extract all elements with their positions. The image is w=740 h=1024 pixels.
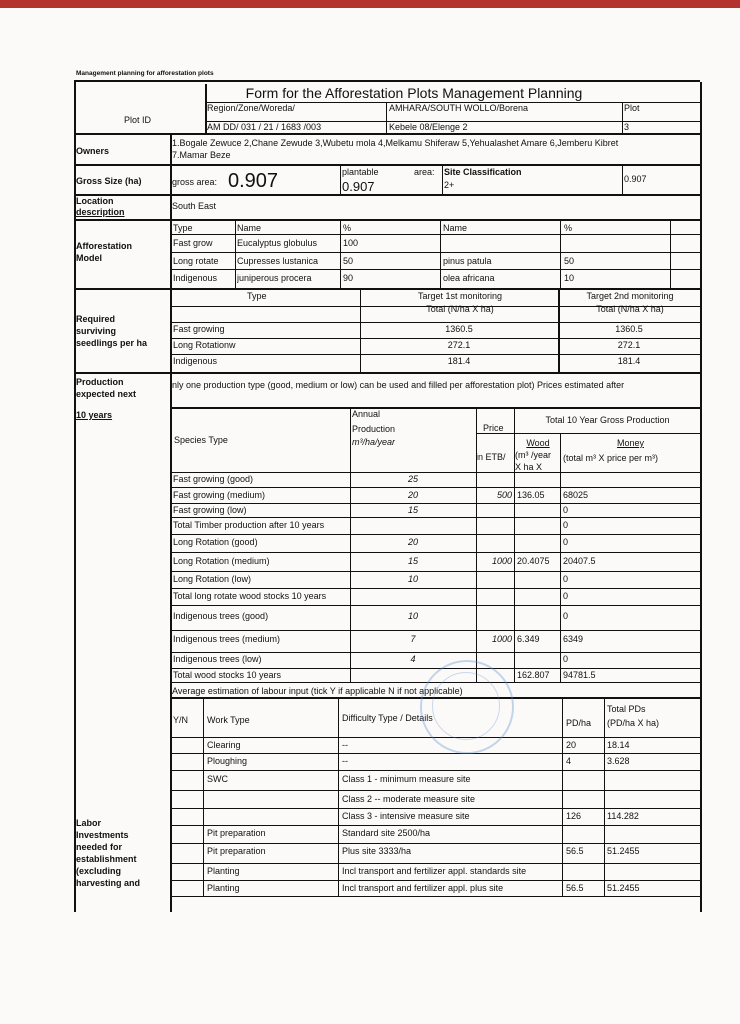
model-type-cell: Fast grow: [173, 238, 213, 248]
region-label: Region/Zone/Woreda/: [207, 103, 295, 113]
money-value-cell: 20407.5: [563, 556, 596, 566]
region-value: AMHARA/SOUTH WOLLO/Borena: [389, 103, 529, 113]
annual-production-cell: 7: [410, 634, 416, 644]
gross-area-prefix: gross area:: [172, 177, 218, 187]
money-header-2: (total m³ X price per m³): [563, 453, 659, 463]
difficulty-cell: Class 3 - intensive measure site: [342, 811, 470, 821]
grid-rule-v: [562, 697, 563, 896]
work-type-cell: Pit preparation: [207, 846, 266, 856]
grid-rule-v: [442, 164, 443, 194]
target-2-header: Target 2nd monitoring: [586, 291, 674, 301]
annual-production-cell: 25: [407, 474, 418, 484]
total-pds-cell: 114.282: [607, 811, 639, 821]
difficulty-cell: --: [342, 756, 348, 766]
model-percent-cell: 90: [343, 273, 354, 283]
seedlings-type-header: Type: [247, 291, 267, 301]
price-header-2: in ETB/: [476, 452, 506, 462]
form-title: Form for the Afforestation Plots Management Planning: [245, 85, 583, 101]
annual-production-cell: 20: [407, 537, 418, 547]
grid-rule-h: [170, 407, 700, 409]
grid-rule-h: [170, 517, 700, 518]
money-value-cell: 6349: [563, 634, 584, 644]
production-label-2: expected next: [76, 389, 137, 399]
grid-rule-h: [170, 630, 700, 631]
work-type-cell: SWC: [207, 774, 228, 784]
grid-rule-v: [560, 219, 561, 288]
wood-header-3: X ha X: [515, 462, 543, 472]
production-species-cell: Total long rotate wood stocks 10 years: [173, 591, 327, 601]
model-species-cell: Eucalyptus globulus: [237, 238, 318, 248]
grid-rule-h: [74, 372, 700, 374]
plot-number: 3: [624, 122, 630, 132]
pd-ha-cell: 20: [566, 740, 577, 750]
price-cell: 500: [496, 490, 512, 500]
gross-area-value: 0.907: [228, 170, 279, 192]
production-species-cell: Long Rotation (low): [173, 574, 252, 584]
production-species-cell: Total Timber production after 10 years: [173, 520, 325, 530]
location-label-2: description: [76, 207, 125, 217]
yn-header: Y/N: [173, 715, 189, 725]
seedlings-label-3: seedlings per ha: [76, 338, 148, 348]
wood-header-1: Wood: [526, 438, 550, 448]
grid-rule-h: [514, 433, 700, 434]
production-note: nly one production type (good, medium or low) can be used and filled per afforestation plot) Prices estimated after: [172, 380, 625, 390]
money-header-1: Money: [616, 438, 644, 448]
grid-rule-h: [170, 354, 700, 355]
official-stamp-inner: [432, 672, 500, 740]
money-value-cell: 0: [563, 591, 569, 601]
money-value-cell: 0: [563, 654, 569, 664]
grid-rule-h: [170, 753, 700, 754]
money-value-cell: 0: [563, 520, 569, 530]
species-type-header: Species Type: [174, 435, 228, 445]
owners-label: Owners: [76, 146, 110, 156]
grid-rule-v: [476, 407, 477, 682]
production-label: Production: [76, 377, 124, 387]
plot-id-label: Plot ID: [124, 115, 152, 125]
grid-rule-v: [700, 82, 702, 912]
grid-rule-h: [170, 552, 700, 553]
grid-rule-h: [74, 288, 700, 290]
gross-size-label: Gross Size (ha): [76, 176, 142, 186]
plot-label: Plot: [624, 103, 640, 113]
grid-rule-h: [170, 588, 700, 589]
price-cell: 1000: [491, 556, 512, 566]
wood-volume-cell: 136.05: [517, 490, 545, 500]
grid-rule-h: [170, 571, 700, 572]
annual-production-cell: 10: [407, 574, 418, 584]
model-header-percent-2: %: [564, 223, 573, 233]
annual-production-cell: 10: [407, 611, 418, 621]
grid-rule-v: [440, 219, 441, 288]
owners-line-2: 7.Mamar Beze: [172, 150, 231, 160]
page-top-edge: [0, 0, 740, 8]
grid-rule-h: [170, 472, 700, 473]
grid-rule-h: [74, 133, 700, 135]
wood-volume-cell: 6.349: [517, 634, 540, 644]
total-pds-header-2: (PD/ha X ha): [607, 718, 660, 728]
model-percent-cell: 100: [343, 238, 359, 248]
production-species-cell: Fast growing (low): [173, 505, 247, 515]
running-title: Management planning for afforestation plots: [76, 70, 214, 77]
grid-rule-h: [74, 194, 700, 196]
grid-rule-h: [74, 219, 700, 221]
grid-rule-h: [170, 863, 700, 864]
grid-rule-v: [622, 164, 623, 194]
total-pds-cell: 18.14: [607, 740, 630, 750]
production-species-cell: Indigenous trees (medium): [173, 634, 281, 644]
model-header-name: Name: [237, 223, 262, 233]
kebele-value: Kebele 08/Elenge 2: [389, 122, 468, 132]
grid-rule-h: [170, 790, 700, 791]
target-1-header: Target 1st monitoring: [417, 291, 503, 301]
model-percent-2-cell: 10: [564, 273, 575, 283]
grid-rule-h: [170, 503, 700, 504]
labour-label-4: establishment: [76, 854, 137, 864]
site-class-value: 2+: [444, 180, 455, 190]
plantable-value: 0.907: [342, 180, 375, 194]
annual-production-cell: 4: [410, 654, 416, 664]
production-species-cell: Long Rotation (medium): [173, 556, 270, 566]
model-label-2: Model: [76, 253, 102, 263]
model-label: Afforestation: [76, 241, 132, 251]
model-header-type: Type: [173, 223, 193, 233]
work-type-cell: Pit preparation: [207, 828, 266, 838]
difficulty-cell: --: [342, 740, 348, 750]
work-type-cell: Planting: [207, 866, 240, 876]
price-header-1: Price: [483, 423, 504, 433]
grid-rule-h: [170, 825, 700, 826]
grid-rule-v: [622, 102, 623, 133]
grid-rule-h: [170, 668, 700, 669]
work-type-cell: Clearing: [207, 740, 241, 750]
annual-production-cell: 15: [407, 505, 418, 515]
labour-label-1: Labor: [76, 818, 102, 828]
production-species-cell: Indigenous trees (low): [173, 654, 262, 664]
grid-rule-v: [338, 697, 339, 896]
grid-rule-h: [170, 269, 700, 270]
pd-ha-cell: 126: [566, 811, 582, 821]
labour-label-6: harvesting and: [76, 878, 141, 888]
grid-rule-v: [604, 697, 605, 896]
production-species-cell: Fast growing (medium): [173, 490, 266, 500]
production-label-3: 10 years: [76, 410, 113, 420]
pd-ha-header: PD/ha: [566, 718, 592, 728]
grid-rule-v: [386, 102, 387, 133]
area-label: area:: [414, 167, 435, 177]
difficulty-cell: Plus site 3333/ha: [342, 846, 412, 856]
pd-ha-cell: 56.5: [566, 846, 584, 856]
location-label: Location: [76, 196, 114, 206]
difficulty-header: Difficulty Type / Details: [342, 713, 433, 723]
price-cell: 1000: [491, 634, 512, 644]
grid-rule-h: [74, 164, 700, 166]
grid-rule-v: [235, 219, 236, 288]
seedling-type-cell: Indigenous: [173, 356, 218, 366]
model-percent-cell: 50: [343, 256, 354, 266]
pd-ha-cell: 4: [566, 756, 572, 766]
model-species-cell: juniperous procera: [237, 273, 312, 283]
pd-ha-cell: 56.5: [566, 883, 584, 893]
wood-header-2: (m³ /year: [515, 450, 551, 460]
grid-rule-h: [170, 652, 700, 653]
seedling-target-2-cell: 1360.5: [615, 324, 643, 334]
seedlings-label-2: surviving: [76, 326, 117, 336]
production-species-cell: Fast growing (good): [173, 474, 254, 484]
money-value-cell: 0: [563, 537, 569, 547]
model-header-name-2: Name: [443, 223, 468, 233]
money-value-cell: 0: [563, 505, 569, 515]
model-type-cell: Long rotate: [173, 256, 219, 266]
grid-rule-v: [670, 219, 671, 288]
production-species-cell: Total wood stocks 10 years: [173, 670, 282, 680]
model-species-2-cell: pinus patula: [443, 256, 492, 266]
annual-production-cell: 20: [407, 490, 418, 500]
model-type-cell: Indigenous: [173, 273, 218, 283]
annual-header-1: Annual: [352, 409, 381, 419]
annual-production-cell: 15: [407, 556, 418, 566]
annual-header-3: m³/ha/year: [352, 437, 396, 447]
difficulty-cell: Incl transport and fertilizer appl. standards site: [342, 866, 527, 876]
model-species-cell: Cupresses lustanica: [237, 256, 319, 266]
grid-rule-h: [170, 843, 700, 844]
production-species-cell: Long Rotation (good): [173, 537, 258, 547]
work-type-cell: Ploughing: [207, 756, 248, 766]
total-pds-cell: 51.2455: [607, 846, 640, 856]
grid-rule-h: [170, 252, 700, 253]
seedling-target-2-cell: 181.4: [617, 356, 641, 366]
total-production-header: Total 10 Year Gross Production: [545, 415, 670, 425]
work-type-cell: Planting: [207, 883, 240, 893]
grid-rule-h: [170, 338, 700, 339]
seedling-type-cell: Fast growing: [173, 324, 225, 334]
location-value: South East: [172, 201, 217, 211]
target-2-sub: Total (N/ha X ha): [596, 304, 664, 314]
grid-rule-v: [203, 697, 204, 896]
labour-label-2: Investments: [76, 830, 129, 840]
grid-rule-v: [170, 133, 172, 912]
plot-code: AM DD/ 031 / 21 / 1683 /003: [207, 122, 322, 132]
target-1-sub: Total (N/ha X ha): [426, 304, 494, 314]
difficulty-cell: Standard site 2500/ha: [342, 828, 431, 838]
model-percent-2-cell: 50: [564, 256, 575, 266]
total-pds-header-1: Total PDs: [607, 704, 646, 714]
grid-rule-h: [170, 534, 700, 535]
grid-rule-h: [170, 234, 700, 235]
work-type-header: Work Type: [207, 715, 250, 725]
grid-rule-v: [560, 433, 561, 682]
grid-rule-h: [170, 896, 700, 897]
labour-heading: Average estimation of labour input (tick Y if applicable N if not applicable): [172, 686, 463, 696]
seedlings-label: Required: [76, 314, 116, 324]
site-area-value: 0.907: [624, 174, 647, 184]
seedling-target-1-cell: 1360.5: [445, 324, 473, 334]
labour-label-5: (excluding: [76, 866, 122, 876]
grid-rule-h: [170, 770, 700, 771]
grid-rule-v: [340, 164, 341, 194]
grid-rule-h: [170, 808, 700, 809]
production-species-cell: Indigenous trees (good): [173, 611, 269, 621]
grid-rule-h: [170, 322, 700, 323]
money-value-cell: 68025: [563, 490, 589, 500]
owners-line-1: 1.Bogale Zewuce 2,Chane Zewude 3,Wubetu mola 4,Melkamu Shiferaw 5,Yehualashet Amare 6,Jemberu Kibret: [172, 138, 619, 148]
grid-rule-v: [340, 219, 341, 288]
total-pds-cell: 3.628: [607, 756, 630, 766]
seedling-target-2-cell: 272.1: [617, 340, 641, 350]
model-header-percent: %: [343, 223, 352, 233]
seedling-target-1-cell: 181.4: [447, 356, 471, 366]
labour-label-3: needed for: [76, 842, 123, 852]
wood-volume-cell: 20.4075: [517, 556, 550, 566]
grid-rule-h: [170, 880, 700, 881]
difficulty-cell: Class 2 -- moderate measure site: [342, 794, 476, 804]
money-value-cell: 0: [563, 611, 569, 621]
money-value-cell: 94781.5: [563, 670, 596, 680]
total-pds-cell: 51.2455: [607, 883, 640, 893]
site-class-label: Site Classification: [444, 167, 522, 177]
seedling-target-1-cell: 272.1: [447, 340, 471, 350]
difficulty-cell: Class 1 - minimum measure site: [342, 774, 471, 784]
grid-rule-h: [170, 605, 700, 606]
seedling-type-cell: Long Rotationw: [173, 340, 236, 350]
money-value-cell: 0: [563, 574, 569, 584]
model-species-2-cell: olea africana: [443, 273, 495, 283]
difficulty-cell: Incl transport and fertilizer appl. plus site: [342, 883, 504, 893]
wood-volume-cell: 162.807: [517, 670, 550, 680]
grid-rule-h: [170, 487, 700, 488]
plantable-label: plantable: [342, 167, 379, 177]
annual-header-2: Production: [352, 424, 396, 434]
